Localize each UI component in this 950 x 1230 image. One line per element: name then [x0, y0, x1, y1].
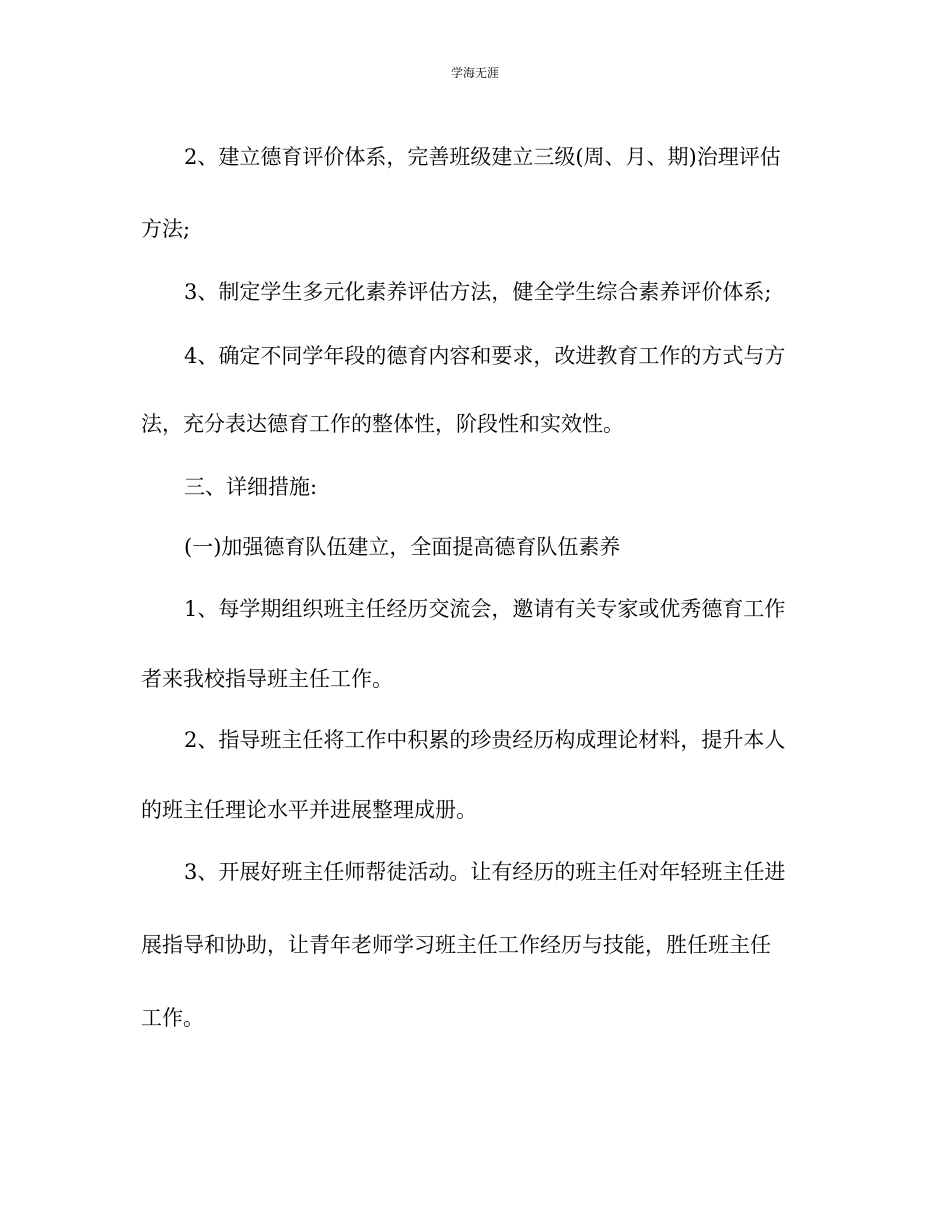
text-line: 2、建立德育评价体系，完善班级建立三级(周、月、期)治理评估: [184, 145, 781, 169]
text-line: 法，充分表达德育工作的整体性，阶段性和实效性。: [141, 412, 624, 436]
text-line: 4、确定不同学年段的德育内容和要求，改进教育工作的方式与方: [184, 344, 786, 368]
text-line: 的班主任理论水平并进展整理成册。: [141, 798, 477, 822]
text-line: 工作。: [141, 1006, 204, 1030]
text-line: 3、开展好班主任师帮徒活动。让有经历的班主任对年轻班主任进: [184, 860, 786, 884]
page-header: 学海无涯: [450, 66, 499, 80]
text-line: 者来我校指导班主任工作。: [141, 667, 393, 691]
section-heading: 三、详细措施:: [184, 475, 318, 499]
text-line: 1、每学期组织班主任经历交流会，邀请有关专家或优秀德育工作: [184, 597, 786, 621]
text-line: 3、制定学生多元化素养评估方法，健全学生综合素养评价体系;: [184, 280, 772, 304]
text-line: 方法;: [141, 217, 191, 241]
text-line: 展指导和协助，让青年老师学习班主任工作经历与技能，胜任班主任: [141, 933, 771, 957]
text-line: 2、指导班主任将工作中积累的珍贵经历构成理论材料，提升本人: [184, 728, 786, 752]
subsection-heading: (一)加强德育队伍建立，全面提高德育队伍素养: [184, 535, 621, 559]
